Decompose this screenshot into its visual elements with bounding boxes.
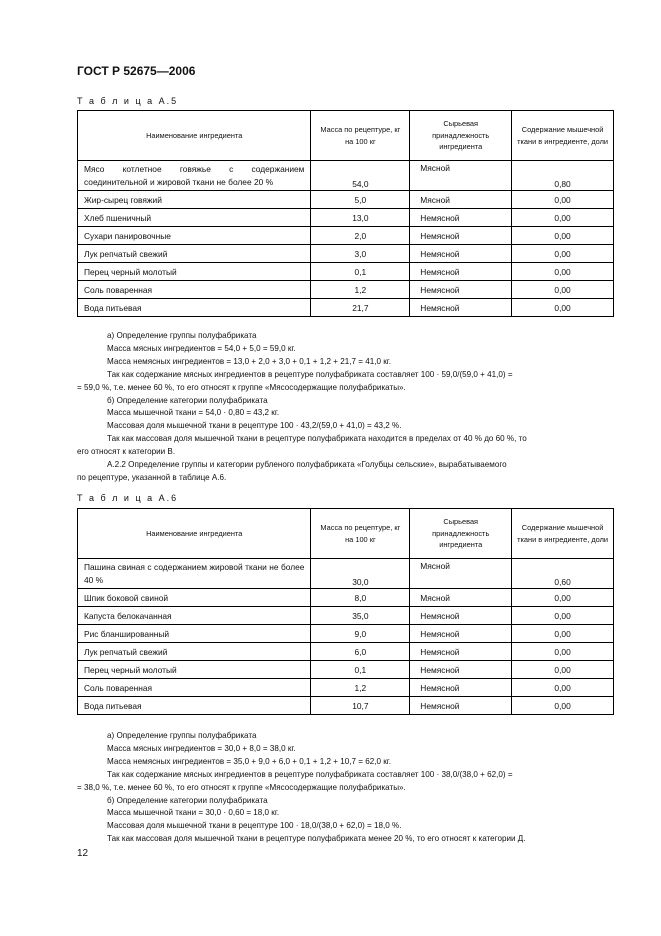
category-cell: Немясной: [410, 643, 512, 661]
text-block-a6: [77, 730, 614, 846]
text-line: Так как содержание мясных ингредиентов в рецептуре полуфабриката составляет 100 · 59,0/(59,0 + 41,0) =: [107, 369, 513, 379]
ingredient-name-cell: Перец черный молотый: [78, 661, 311, 679]
text-line: Так как массовая доля мышечной ткани в рецептуре полуфабриката находится в пределах от 40 % до 60 %, то: [107, 434, 527, 444]
muscle-share-cell: 0,00: [512, 589, 614, 607]
mass-cell: 8,0: [311, 589, 410, 607]
text-line: Массовая доля мышечной ткани в рецептуре 100 · 18,0/(38,0 + 62,0) = 18,0 %.: [107, 821, 402, 831]
table-row: [78, 209, 614, 227]
ingredient-name-cell: Соль поваренная: [78, 281, 311, 299]
category-cell: Немясной: [410, 679, 512, 697]
text-line: = 38,0 %, т.е. менее 60 %, то его относят к группе «Мясосодержащие полуфабрикаты».: [77, 782, 406, 792]
muscle-share-cell: 0,00: [512, 263, 614, 281]
muscle-share-cell: 0,60: [512, 559, 614, 589]
table-row: [78, 643, 614, 661]
table-row: [78, 299, 614, 317]
text-line: Масса мясных ингредиентов = 30,0 + 8,0 = 38,0 кг.: [107, 743, 296, 753]
ingredient-name-cell: Пашина свиная с содержанием жировой ткани не более 40 %: [78, 559, 311, 589]
mass-cell: 35,0: [311, 607, 410, 625]
table-a5: [77, 110, 614, 317]
category-cell: Немясной: [410, 299, 512, 317]
column-header-muscle-share: Содержание мышечной ткани в ингредиенте, доли: [512, 111, 614, 161]
table-row: [78, 281, 614, 299]
ingredient-name-cell: Мясо котлетное говяжье с содержанием соединительной и жировой ткани не более 20 %: [78, 161, 311, 191]
text-line: Массовая доля мышечной ткани в рецептуре 100 · 43,2/(59,0 + 41,0) = 43,2 %.: [107, 421, 402, 431]
ingredient-name-cell: Вода питьевая: [78, 299, 311, 317]
mass-cell: 2,0: [311, 227, 410, 245]
category-cell: Немясной: [410, 263, 512, 281]
table-header-row: [78, 111, 614, 161]
text-line: б) Определение категории полуфабриката: [107, 395, 268, 405]
table-a6: [77, 508, 614, 715]
table-row: [78, 227, 614, 245]
ingredient-name-cell: Лук репчатый свежий: [78, 643, 311, 661]
table-row: [78, 661, 614, 679]
mass-cell: 13,0: [311, 209, 410, 227]
ingredient-name-cell: Шпик боковой свиной: [78, 589, 311, 607]
muscle-share-cell: 0,00: [512, 643, 614, 661]
muscle-share-cell: 0,00: [512, 245, 614, 263]
category-cell: Мясной: [410, 589, 512, 607]
muscle-share-cell: 0,00: [512, 281, 614, 299]
text-line: Масса немясных ингредиентов = 35,0 + 9,0 + 6,0 + 0,1 + 1,2 + 10,7 = 62,0 кг.: [107, 756, 391, 766]
mass-cell: 54,0: [311, 161, 410, 191]
category-cell: Немясной: [410, 281, 512, 299]
column-header-mass: Масса по рецептуре, кг на 100 кг: [311, 509, 410, 559]
mass-cell: 0,1: [311, 263, 410, 281]
column-header-mass: Масса по рецептуре, кг на 100 кг: [311, 111, 410, 161]
mass-cell: 0,1: [311, 661, 410, 679]
category-cell: Немясной: [410, 209, 512, 227]
category-cell: Немясной: [410, 697, 512, 715]
text-line: Так как массовая доля мышечной ткани в рецептуре полуфабриката менее 20 %, то его относят к категории Д.: [107, 834, 526, 844]
table-row: [78, 697, 614, 715]
mass-cell: 10,7: [311, 697, 410, 715]
ingredient-name-cell: Хлеб пшеничный: [78, 209, 311, 227]
category-cell: Немясной: [410, 245, 512, 263]
ingredient-name-cell: Соль поваренная: [78, 679, 311, 697]
table-row: [78, 191, 614, 209]
ingredient-name-cell: Лук репчатый свежий: [78, 245, 311, 263]
category-cell: Мясной: [410, 161, 512, 191]
text-block-a5: [77, 330, 614, 485]
table-row: [78, 559, 614, 589]
ingredient-name-cell: Сухари панировочные: [78, 227, 311, 245]
ingredient-name-cell: Жир-сырец говяжий: [78, 191, 311, 209]
muscle-share-cell: 0,00: [512, 625, 614, 643]
ingredient-name-cell: Перец черный молотый: [78, 263, 311, 281]
table-row: [78, 625, 614, 643]
text-line: А.2.2 Определение группы и категории рубленого полуфабриката «Голубцы сельские», вырабатываемого: [107, 460, 507, 470]
mass-cell: 3,0: [311, 245, 410, 263]
text-line: б) Определение категории полуфабриката: [107, 795, 268, 805]
column-header-muscle-share: Содержание мышечной ткани в ингредиенте, доли: [512, 509, 614, 559]
ingredient-name-cell: Капуста белокачанная: [78, 607, 311, 625]
column-header-ingredient: Наименование ингредиента: [78, 111, 311, 161]
table-row: [78, 607, 614, 625]
category-cell: Немясной: [410, 607, 512, 625]
text-line: Масса мышечной ткани = 54,0 · 0,80 = 43,2 кг.: [107, 408, 280, 418]
table-row: [78, 589, 614, 607]
column-header-category: Сырьевая принадлежность ингредиента: [410, 111, 512, 161]
category-cell: Мясной: [410, 191, 512, 209]
mass-cell: 21,7: [311, 299, 410, 317]
text-line: Масса мясных ингредиентов = 54,0 + 5,0 = 59,0 кг.: [107, 343, 296, 353]
text-line: по рецептуре, указанной в таблице А.6.: [77, 472, 227, 482]
muscle-share-cell: 0,00: [512, 209, 614, 227]
table-row: [78, 245, 614, 263]
table-a6-caption: Т а б л и ц а А.6: [77, 493, 179, 503]
table-row: [78, 161, 614, 191]
column-header-category: Сырьевая принадлежность ингредиента: [410, 509, 512, 559]
category-cell: Немясной: [410, 661, 512, 679]
mass-cell: 9,0: [311, 625, 410, 643]
text-line: Так как содержание мясных ингредиентов в рецептуре полуфабриката составляет 100 · 38,0/(38,0 + 62,0) =: [107, 769, 513, 779]
muscle-share-cell: 0,00: [512, 697, 614, 715]
ingredient-name-cell: Вода питьевая: [78, 697, 311, 715]
mass-cell: 1,2: [311, 679, 410, 697]
category-cell: Немясной: [410, 227, 512, 245]
table-row: [78, 679, 614, 697]
muscle-share-cell: 0,00: [512, 227, 614, 245]
muscle-share-cell: 0,00: [512, 299, 614, 317]
document-code: ГОСТ Р 52675—2006: [77, 64, 196, 78]
muscle-share-cell: 0,80: [512, 161, 614, 191]
ingredient-name-cell: Рис бланшированный: [78, 625, 311, 643]
text-line: а) Определение группы полуфабриката: [107, 331, 257, 340]
mass-cell: 6,0: [311, 643, 410, 661]
text-line: а) Определение группы полуфабриката: [107, 731, 257, 740]
column-header-ingredient: Наименование ингредиента: [78, 509, 311, 559]
text-line: Масса мышечной ткани = 30,0 · 0,60 = 18,0 кг.: [107, 808, 280, 818]
muscle-share-cell: 0,00: [512, 679, 614, 697]
category-cell: Мясной: [410, 559, 512, 589]
muscle-share-cell: 0,00: [512, 661, 614, 679]
muscle-share-cell: 0,00: [512, 607, 614, 625]
text-line: = 59,0 %, т.е. менее 60 %, то его относят к группе «Мясосодержащие полуфабрикаты».: [77, 382, 406, 392]
page-number: 12: [77, 848, 89, 859]
category-cell: Немясной: [410, 625, 512, 643]
mass-cell: 5,0: [311, 191, 410, 209]
mass-cell: 1,2: [311, 281, 410, 299]
table-header-row: [78, 509, 614, 559]
table-row: [78, 263, 614, 281]
text-line: Масса немясных ингредиентов = 13,0 + 2,0 + 3,0 + 0,1 + 1,2 + 21,7 = 41,0 кг.: [107, 356, 391, 366]
mass-cell: 30,0: [311, 559, 410, 589]
muscle-share-cell: 0,00: [512, 191, 614, 209]
text-line: его относят к категории В.: [77, 447, 176, 457]
table-a5-caption: Т а б л и ц а А.5: [77, 96, 179, 106]
